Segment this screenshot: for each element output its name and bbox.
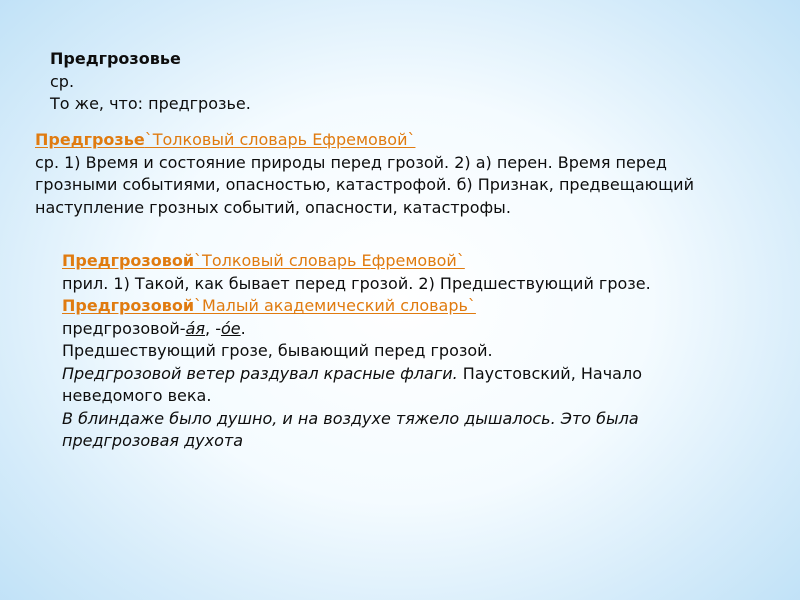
link-source: `Толковый словарь Ефремовой`: [194, 251, 465, 270]
entry-predgrozovye: [50, 48, 251, 116]
word-forms: [62, 318, 651, 341]
entry-predgrozye: [35, 129, 694, 219]
dictionary-link-efremova[interactable]: [62, 250, 651, 273]
definition-line-3: наступление грозных событий, опасности, катастрофы.: [35, 197, 511, 217]
dictionary-link-academic[interactable]: [62, 295, 651, 318]
example-2-line-2: предгрозовая духота: [62, 431, 244, 450]
grammar-label: ср.: [50, 71, 75, 91]
example-1: [62, 363, 651, 386]
forms-base: предгрозовой: [62, 318, 180, 338]
form-neuter: о́е: [220, 318, 241, 338]
definition-line: прил. 1) Такой, как бывает перед грозой. 2) Предшествующий грозе.: [62, 273, 651, 293]
definition: То же, что: предгрозье.: [50, 94, 251, 113]
form-sep: -: [215, 318, 221, 338]
example-2-line-1: В блиндаже было душно, и на воздухе тяжело дышалось. Это была: [62, 408, 639, 428]
dictionary-link-efremova[interactable]: [35, 129, 694, 152]
definition-line-2: грозными событиями, опасностью, катастрофой. б) Признак, предвещающий: [35, 175, 694, 194]
link-headword: Предгрозовой: [62, 296, 195, 315]
headword: Предгрозовье: [50, 49, 181, 68]
link-headword: Предгрозовой: [62, 251, 195, 270]
form-feminine: а́я: [185, 318, 206, 338]
link-source: `Толковый словарь Ефремовой`: [144, 130, 416, 149]
link-source: `Малый академический словарь`: [194, 296, 476, 315]
definition-line-1: ср. 1) Время и состояние природы перед грозой. 2) а) перен. Время перед: [35, 152, 667, 172]
entry-predgrozovoy: [62, 250, 651, 453]
example-quote: Предгрозовой ветер раздувал красные флаги.: [62, 363, 458, 383]
example-author: Паустовский, Начало: [457, 363, 642, 383]
definition: Предшествующий грозе, бывающий перед грозой.: [62, 341, 493, 360]
example-author-cont: неведомого века.: [62, 386, 212, 405]
form-separator: ,: [205, 318, 216, 338]
form-end: .: [240, 318, 246, 338]
link-headword: Предгрозье: [35, 130, 145, 149]
form-sep: -: [179, 318, 186, 338]
